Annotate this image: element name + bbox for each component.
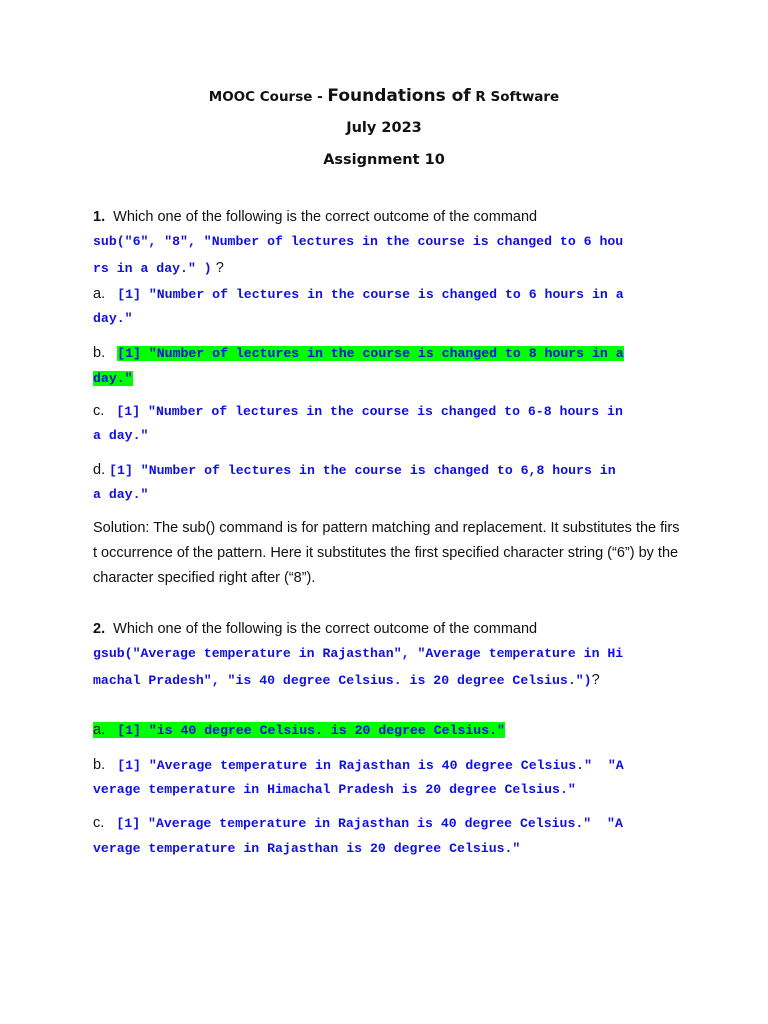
course-title: MOOC Course - Foundations of R Software xyxy=(208,86,560,106)
q2-option-b-cont: verage temperature in Himachal Pradesh is 20 degree Celsius." xyxy=(93,782,576,797)
q1-option-d-cont: a day." xyxy=(93,487,149,502)
q1-option-b-cont: day." xyxy=(93,371,133,386)
q2-option-a: a. [1] "is 40 degree Celsius. is 20 degree Celsius." xyxy=(93,722,505,738)
q1-option-b: b. [1] "Number of lectures in the course is changed to 8 hours in a xyxy=(93,345,624,361)
q1-option-a: a. [1] "Number of lectures in the course is changed to 6 hours in a xyxy=(93,286,624,302)
q1-solution-line2: t occurrence of the pattern. Here it substitutes the first specified character string (“6”) by the xyxy=(93,545,679,561)
q2-command-line2: machal Pradesh", "is 40 degree Celsius. is 20 degree Celsius.")? xyxy=(93,672,600,688)
q1-command-line1: sub("6", "8", "Number of lectures in the course is changed to 6 hou xyxy=(93,234,624,249)
q1-command-line2: rs in a day." ) ? xyxy=(93,260,224,276)
q1-option-a-cont: day." xyxy=(93,311,133,326)
q2-question: 2. Which one of the following is the correct outcome of the command xyxy=(93,621,538,637)
course-date: July 2023 xyxy=(346,120,422,136)
q1-option-d: d. [1] "Number of lectures in the course is changed to 6,8 hours in xyxy=(93,462,616,478)
q1-solution-line3: character specified right after (“8”). xyxy=(93,570,316,586)
q1-option-c: c. [1] "Number of lectures in the course is changed to 6-8 hours in xyxy=(93,403,623,419)
q1-option-c-cont: a day." xyxy=(93,428,149,443)
q1-solution-line1: Solution: The sub() command is for pattern matching and replacement. It substitutes the firs xyxy=(93,520,680,536)
q2-option-c-cont: verage temperature in Rajasthan is 20 degree Celsius." xyxy=(93,841,521,856)
q2-option-b: b. [1] "Average temperature in Rajasthan is 40 degree Celsius." "A xyxy=(93,757,624,773)
q2-command-line1: gsub("Average temperature in Rajasthan", "Average temperature in Hi xyxy=(93,646,624,661)
q2-option-c: c. [1] "Average temperature in Rajasthan is 40 degree Celsius." "A xyxy=(93,815,623,831)
q1-question: 1. Which one of the following is the correct outcome of the command xyxy=(93,209,538,225)
assignment-title: Assignment 10 xyxy=(323,152,445,168)
